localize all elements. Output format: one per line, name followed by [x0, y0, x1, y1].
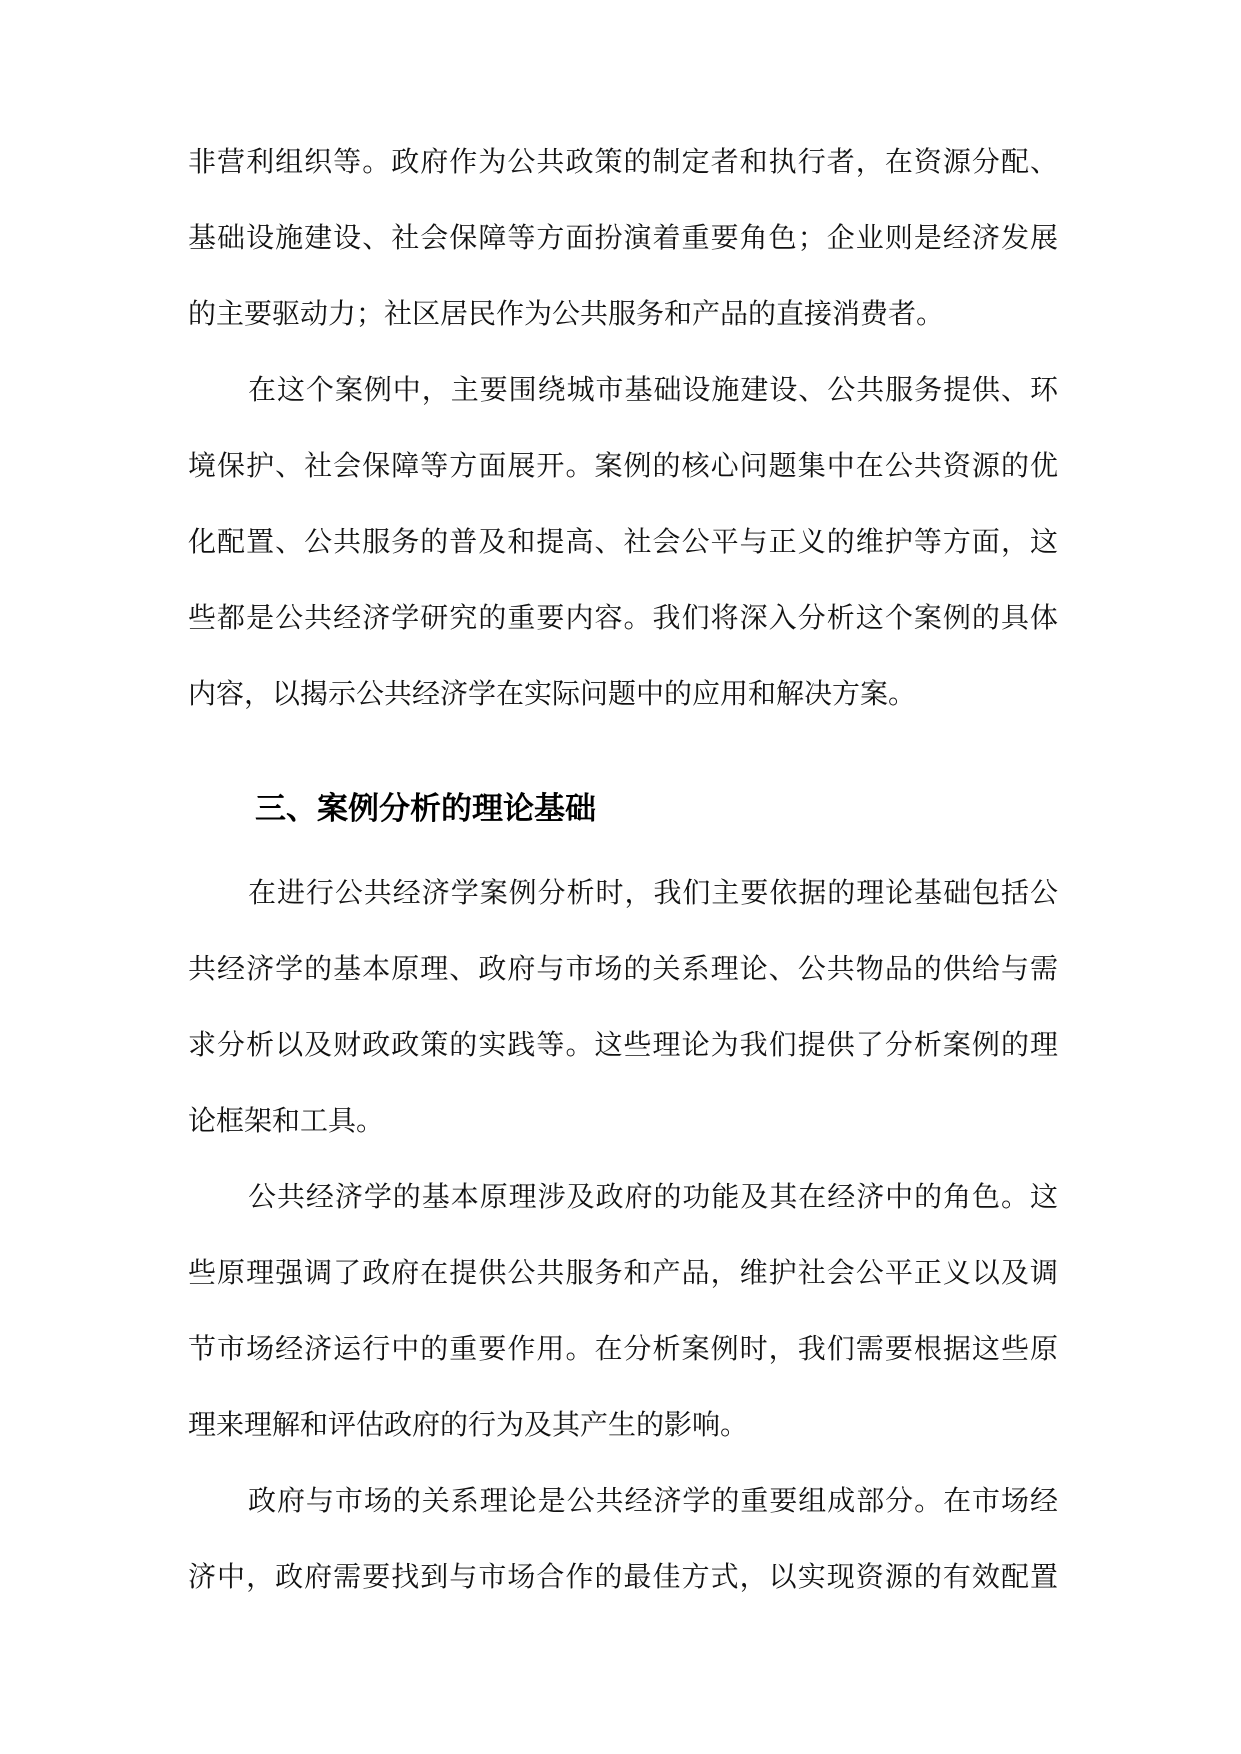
case-paragraph-line: 境保护、社会保障等方面展开。案例的核心问题集中在公共资源的优: [188, 449, 1058, 482]
principles-paragraph-line: 公共经济学的基本原理涉及政府的功能及其在经济中的角色。这: [248, 1180, 1058, 1213]
section-heading: 三、案例分析的理论基础: [255, 791, 596, 827]
case-paragraph-line: 在这个案例中，主要围绕城市基础设施建设、公共服务提供、环: [248, 373, 1058, 406]
theory-paragraph-line: 在进行公共经济学案例分析时，我们主要依据的理论基础包括公: [248, 876, 1058, 909]
principles-paragraph-line: 些原理强调了政府在提供公共服务和产品，维护社会公平正义以及调: [188, 1256, 1058, 1289]
theory-paragraph-line: 论框架和工具。: [188, 1104, 385, 1137]
principles-paragraph-line: 理来理解和评估政府的行为及其产生的影响。: [188, 1408, 749, 1441]
market-paragraph-line: 济中，政府需要找到与市场合作的最佳方式，以实现资源的有效配置: [188, 1560, 1058, 1593]
case-paragraph-line: 内容，以揭示公共经济学在实际问题中的应用和解决方案。: [188, 677, 917, 710]
intro-paragraph-line: 的主要驱动力；社区居民作为公共服务和产品的直接消费者。: [188, 297, 945, 330]
market-paragraph-line: 政府与市场的关系理论是公共经济学的重要组成部分。在市场经: [248, 1484, 1058, 1517]
theory-paragraph-line: 求分析以及财政政策的实践等。这些理论为我们提供了分析案例的理: [188, 1028, 1058, 1061]
case-paragraph-line: 化配置、公共服务的普及和提高、社会公平与正义的维护等方面，这: [188, 525, 1058, 558]
intro-paragraph-line: 非营利组织等。政府作为公共政策的制定者和执行者，在资源分配、: [188, 145, 1058, 178]
intro-paragraph-line: 基础设施建设、社会保障等方面扮演着重要角色；企业则是经济发展: [188, 221, 1058, 254]
case-paragraph-line: 些都是公共经济学研究的重要内容。我们将深入分析这个案例的具体: [188, 601, 1058, 634]
principles-paragraph-line: 节市场经济运行中的重要作用。在分析案例时，我们需要根据这些原: [188, 1332, 1058, 1365]
theory-paragraph-line: 共经济学的基本原理、政府与市场的关系理论、公共物品的供给与需: [188, 952, 1058, 985]
